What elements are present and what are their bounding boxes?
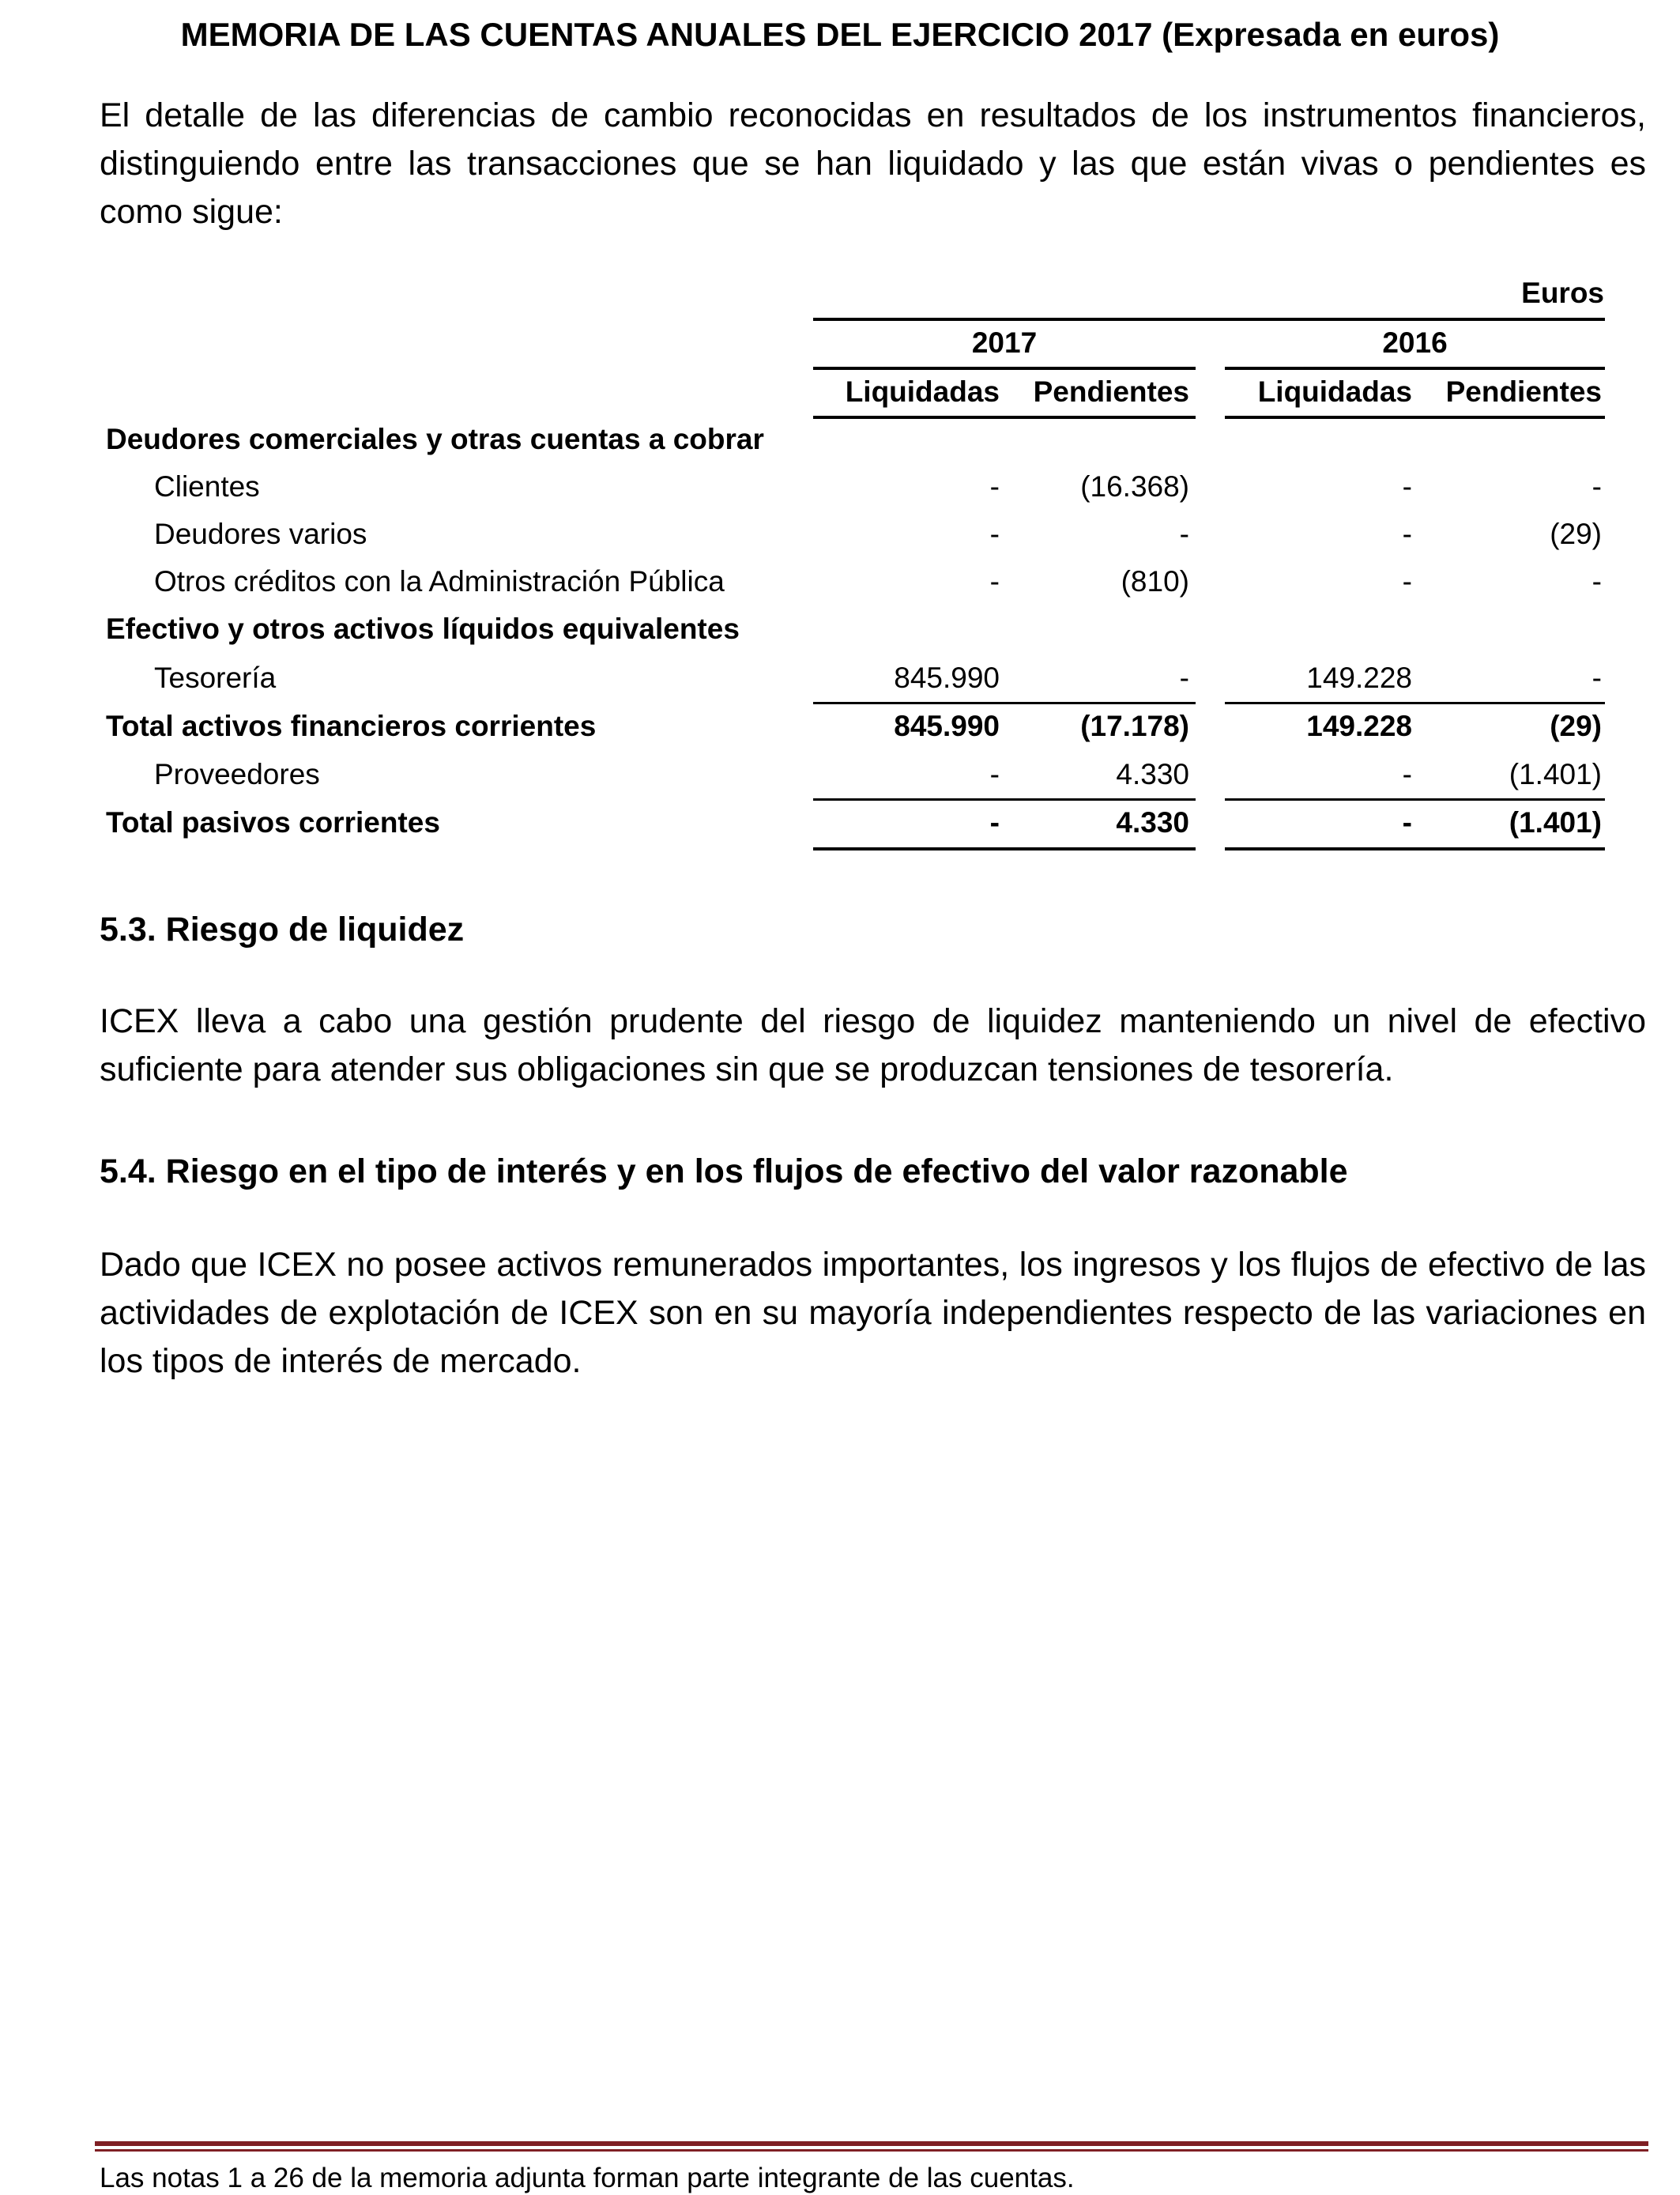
year-2017-rule — [813, 367, 1196, 370]
table-cell: 4.330 — [1116, 806, 1189, 839]
table-cell: - — [989, 518, 1000, 550]
col-liquidadas-2017: Liquidadas — [845, 375, 1000, 408]
section-title: 5.3. Riesgo de liquidez — [100, 911, 465, 949]
table-cell: (29) — [1550, 710, 1602, 742]
table-cell: - — [1402, 518, 1412, 550]
table-cell: (29) — [1550, 518, 1602, 550]
liquidity-paragraph: ICEX lleva a cabo una gestión prudente del riesgo de liquidez manteniendo un nivel de efectivo suficiente para atender sus obligaciones sin que se produzcan tensiones de tesorería. — [100, 1002, 1646, 1088]
table-cell: (1.401) — [1509, 806, 1602, 839]
subtotal-rule — [1225, 798, 1605, 801]
col-pendientes-2017: Pendientes — [1033, 375, 1189, 408]
table-row-label: Tesorería — [154, 662, 277, 694]
table-cell: (1.401) — [1509, 758, 1602, 790]
subtotal-rule — [1225, 702, 1605, 704]
footer-note: Las notas 1 a 26 de la memoria adjunta forman parte integrante de las cuentas. — [100, 2163, 1075, 2193]
table-cell: - — [1179, 518, 1189, 550]
col-pendientes-2016: Pendientes — [1445, 375, 1602, 408]
colhead-2017-rule — [813, 416, 1196, 419]
table-cell: - — [1402, 565, 1412, 598]
subtotal-rule — [813, 798, 1196, 801]
unit-label: Euros — [1521, 277, 1604, 309]
table-row-label: Total activos financieros corrientes — [106, 710, 597, 742]
total-rule — [813, 847, 1196, 850]
table-cell: - — [1591, 470, 1602, 503]
year-2017-header: 2017 — [971, 326, 1038, 359]
table-cell: (17.178) — [1080, 710, 1189, 742]
section-title: 5.4. Riesgo en el tipo de interés y en los flujos de efectivo del valor razonable — [100, 1152, 1348, 1190]
table-row-label: Deudores comerciales y otras cuentas a cobrar — [106, 423, 764, 455]
table-cell: 149.228 — [1306, 662, 1412, 694]
year-2016-header: 2016 — [1382, 326, 1448, 359]
table-cell: 845.990 — [894, 710, 1000, 742]
header-rule — [813, 318, 1605, 321]
table-cell: - — [989, 758, 1000, 790]
table-cell: - — [1402, 806, 1412, 839]
page-header: MEMORIA DE LAS CUENTAS ANUALES DEL EJERCICIO 2017 (Expresada en euros) — [180, 16, 1500, 53]
table-row-label: Otros créditos con la Administración Pública — [154, 565, 725, 598]
table-cell: - — [1402, 758, 1412, 790]
total-rule — [1225, 847, 1605, 850]
table-cell: - — [989, 565, 1000, 598]
year-2016-rule — [1225, 367, 1605, 370]
table-cell: - — [1591, 662, 1602, 694]
table-row-label: Efectivo y otros activos líquidos equivalentes — [106, 613, 740, 645]
table-row-label: Clientes — [154, 470, 260, 503]
footer-divider — [95, 2141, 1648, 2146]
intro-paragraph: El detalle de las diferencias de cambio reconocidas en resultados de los instrumentos financieros, distinguiendo entre las transacciones que se han liquidado y las que están vivas o pendientes es como sigue: — [100, 96, 1646, 231]
table-cell: (810) — [1121, 565, 1189, 598]
colhead-2016-rule — [1225, 416, 1605, 419]
footer-divider — [95, 2149, 1648, 2152]
table-cell: 4.330 — [1116, 758, 1189, 790]
table-cell: (16.368) — [1080, 470, 1189, 503]
table-cell: - — [1402, 470, 1412, 503]
table-cell: - — [1179, 662, 1189, 694]
exchange-differences-table — [0, 269, 1680, 854]
table-cell: - — [989, 470, 1000, 503]
table-cell: 149.228 — [1306, 710, 1412, 742]
table-cell: 845.990 — [894, 662, 1000, 694]
table-row-label: Total pasivos corrientes — [106, 806, 440, 839]
table-cell: - — [1591, 565, 1602, 598]
col-liquidadas-2016: Liquidadas — [1257, 375, 1412, 408]
subtotal-rule — [813, 702, 1196, 704]
table-cell: - — [989, 806, 1000, 839]
interest-paragraph: Dado que ICEX no posee activos remunerados importantes, los ingresos y los flujos de efectivo de las actividades de explotación de ICEX son en su mayoría independientes respecto de las variaciones en los tipos de interés de mercado. — [100, 1246, 1646, 1380]
table-row-label: Proveedores — [154, 758, 320, 790]
table-row-label: Deudores varios — [154, 518, 367, 550]
